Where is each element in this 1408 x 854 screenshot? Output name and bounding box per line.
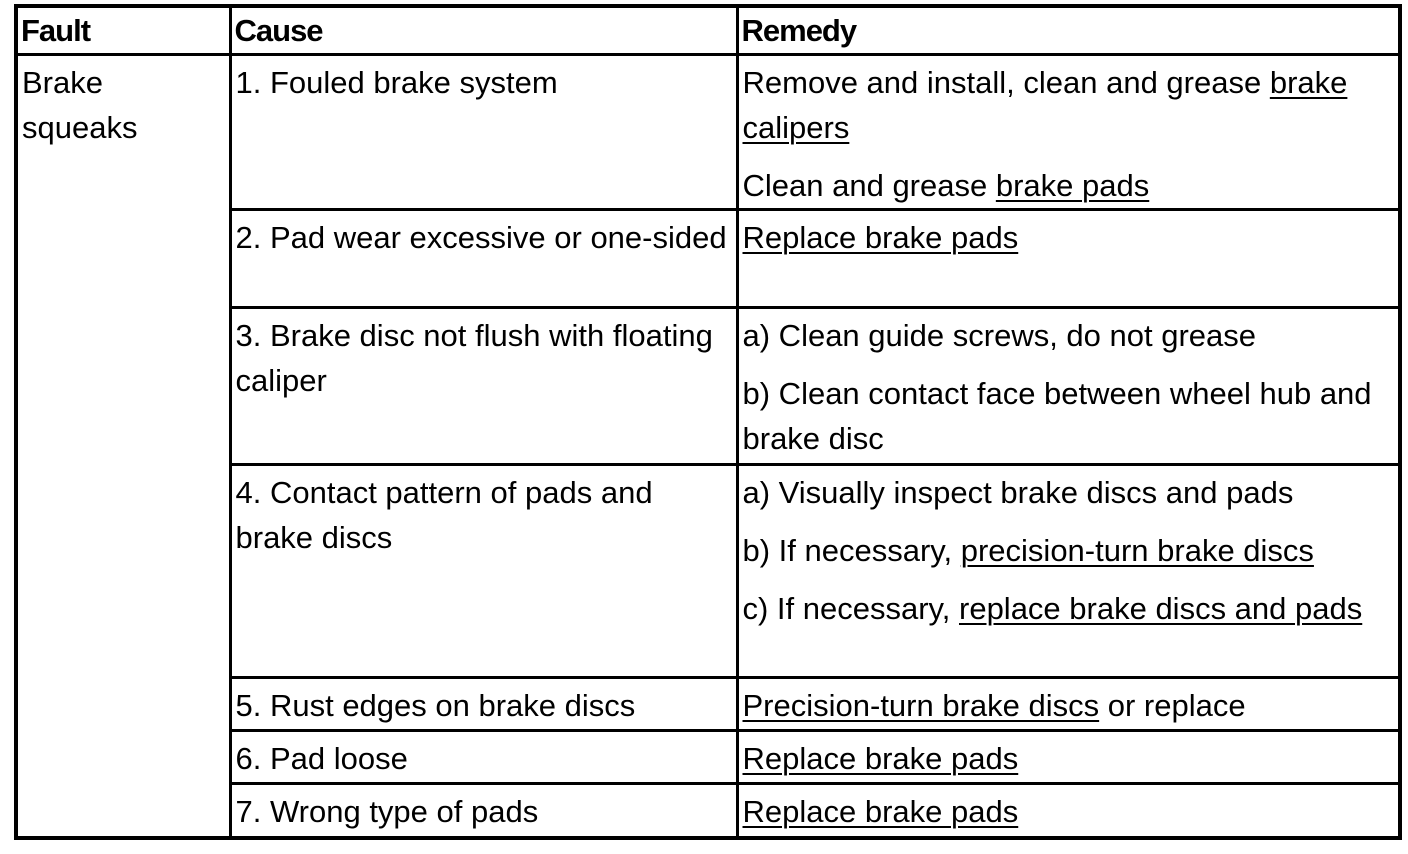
header-row	[16, 6, 1400, 55]
remedy-text: Clean and grease	[742, 168, 996, 203]
remedy-line	[743, 215, 1399, 260]
remedy-cell	[737, 678, 1400, 731]
remedy-cell	[737, 784, 1400, 839]
cause-cell: 4. Contact pattern of pads and brake discs	[230, 465, 737, 678]
cause-cell: 3. Brake disc not flush with floating caliper	[230, 308, 737, 465]
fault-line: Brake	[22, 65, 103, 100]
remedy-line: a) Clean guide screws, do not grease	[742, 318, 1257, 353]
cause-cell: 5. Rust edges on brake discs	[230, 678, 737, 731]
remedy-cell	[737, 55, 1400, 210]
header-remedy: Remedy	[737, 6, 1400, 55]
remedy-text: Remove and install, clean and grease	[742, 65, 1270, 100]
remedy-cell	[737, 210, 1400, 308]
remedy-link[interactable]: Replace brake pads	[742, 220, 1019, 255]
remedy-line	[743, 586, 1399, 631]
remedy-text: or replace	[1099, 688, 1246, 723]
remedy-line: a) Visually inspect brake discs and pads	[742, 475, 1294, 510]
cause-cell: 7. Wrong type of pads	[230, 784, 737, 839]
cause-cell: 2. Pad wear excessive or one-sided	[230, 210, 737, 308]
remedy-cell	[737, 465, 1400, 678]
table-row	[16, 55, 1400, 210]
remedy-line: b) Clean contact face between wheel hub and brake disc	[742, 376, 1372, 456]
remedy-line	[743, 528, 1399, 573]
remedy-line	[743, 683, 1399, 728]
cause-cell: 6. Pad loose	[230, 731, 737, 784]
remedy-link[interactable]: Precision-turn brake discs	[742, 688, 1100, 723]
remedy-line	[743, 60, 1399, 150]
remedy-link[interactable]: replace brake discs and pads	[959, 591, 1363, 626]
remedy-link[interactable]: Replace brake pads	[742, 794, 1019, 829]
remedy-link[interactable]: precision-turn brake discs	[960, 533, 1314, 568]
remedy-text: b) If necessary,	[742, 533, 961, 568]
remedy-cell	[737, 308, 1400, 465]
remedy-link[interactable]: Replace brake pads	[742, 741, 1019, 776]
troubleshooting-table	[14, 4, 1402, 840]
fault-line: squeaks	[22, 110, 138, 145]
remedy-text: c) If necessary,	[742, 591, 959, 626]
remedy-line	[743, 736, 1399, 781]
remedy-line	[743, 789, 1399, 834]
cause-cell: 1. Fouled brake system	[230, 55, 737, 210]
remedy-link[interactable]: brake calipers	[742, 65, 1348, 145]
fault-cell	[16, 55, 230, 839]
remedy-cell	[737, 731, 1400, 784]
remedy-line	[743, 163, 1399, 208]
remedy-link[interactable]: brake pads	[995, 168, 1150, 203]
header-cause: Cause	[230, 6, 737, 55]
header-fault: Fault	[16, 6, 230, 55]
